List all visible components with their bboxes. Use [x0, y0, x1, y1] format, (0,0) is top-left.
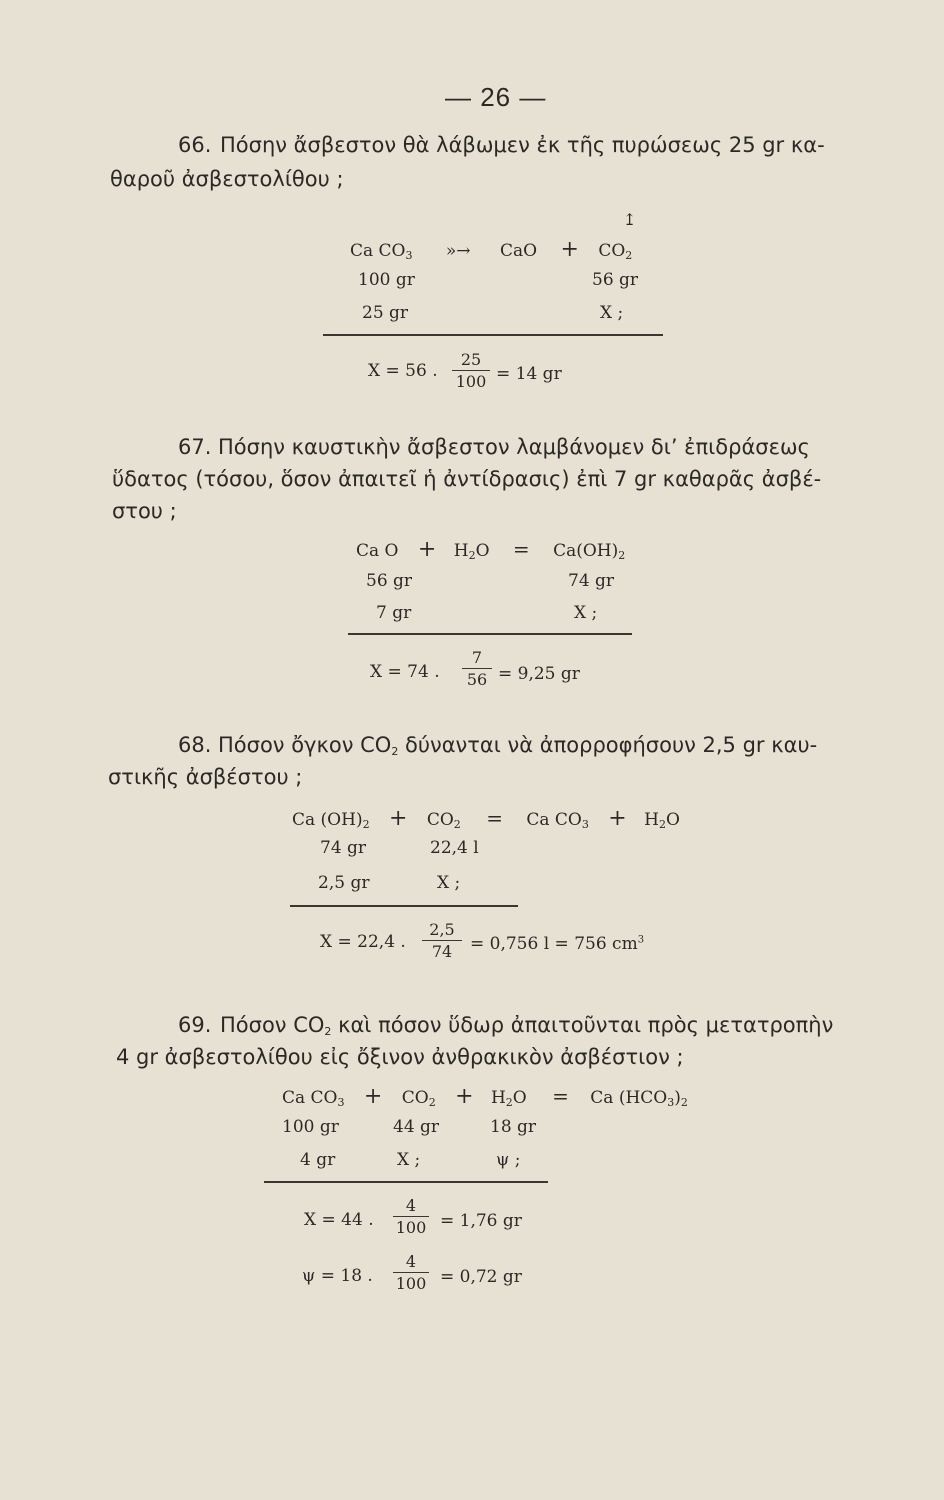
unknown-row: X ; — [600, 303, 624, 323]
given-masses: 100 gr — [282, 1117, 339, 1137]
result-rhs: = 1,76 gr — [440, 1211, 522, 1231]
given-masses: 18 gr — [490, 1117, 537, 1137]
given-masses: 100 gr — [358, 270, 415, 290]
result-lhs: X = 74 . — [370, 662, 440, 682]
question-text: Πόσον ὄγκον $CO_2$ δύνανται νὰ ἀπορροφήσουν 2,5 gr καυ- — [218, 733, 818, 758]
divider — [264, 1181, 548, 1183]
unknown-row: 4 gr — [300, 1150, 336, 1170]
gas-evolution-arrow-icon: ↥ — [623, 210, 637, 229]
result-lhs: X = 56 . — [368, 361, 438, 381]
unknown-row: X ; — [437, 873, 461, 893]
fraction: 4 100 — [393, 1196, 429, 1237]
fraction: 4 100 — [393, 1252, 429, 1293]
reaction-equation: Ca $CO_3 + CO_2 + H_2O = Ca$ $(HCO_3)_2$ — [282, 1084, 688, 1109]
divider — [348, 633, 632, 635]
reaction-equation: Ca $O + H_2O = Ca(OH)_2$ — [356, 537, 626, 562]
problem-number: 66. — [178, 133, 212, 157]
question-text: θαροῦ ἀσβεστολίθου ; — [110, 167, 344, 191]
unknown-row: ψ ; — [496, 1150, 521, 1170]
unknown-row: X ; — [574, 603, 598, 623]
question-text: Πόσην καυστικὴν ἄσβεστον λαμβάνομεν δι’ ἐπιδράσεως — [218, 435, 810, 459]
unknown-row: 2,5 gr — [318, 873, 370, 893]
unknown-row: 7 gr — [376, 603, 412, 623]
reaction-equation: Ca $CO_3$ »→ CaO + $CO_2$ — [350, 237, 633, 262]
given-masses: 74 gr — [568, 571, 615, 591]
result-rhs: = 0,756 l = 756 $cm^3$ — [470, 934, 645, 954]
question-text: ὕδατος (τόσου, ὅσον ἀπαιτεῖ ἡ ἀντίδρασις) ἐπὶ 7 gr καθαρᾶς ἀσβέ- — [112, 467, 822, 491]
result-lhs: X = 44 . — [304, 1210, 374, 1230]
page-number: — 26 — — [445, 82, 547, 112]
given-masses: 44 gr — [393, 1117, 440, 1137]
given-masses: 56 gr — [366, 571, 413, 591]
given-masses: 56 gr — [592, 270, 639, 290]
divider — [323, 334, 663, 336]
problem-number: 67. — [178, 435, 212, 459]
question-text: 4 gr ἀσβεστολίθου εἰς ὄξινον ἀνθρακικὸν ἀσβέστιον ; — [116, 1045, 684, 1069]
result-rhs: = 0,72 gr — [440, 1267, 522, 1287]
result-lhs: X = 22,4 . — [320, 932, 406, 952]
given-masses: 22,4 l — [430, 838, 479, 858]
question-text: στου ; — [112, 499, 177, 523]
unknown-row: 25 gr — [362, 303, 409, 323]
given-masses: 74 gr — [320, 838, 367, 858]
fraction: 2,5 74 — [422, 920, 462, 961]
question-text: Πόσον $CO_2$ καὶ πόσον ὕδωρ ἀπαιτοῦνται πρὸς μετατροπὴν — [220, 1013, 834, 1038]
unknown-row: X ; — [397, 1150, 421, 1170]
problem-number: 68. — [178, 733, 212, 757]
problem-number: 69. — [178, 1013, 212, 1037]
divider — [290, 905, 518, 907]
reaction-equation: Ca $(OH)_2 + CO_2 = Ca$ $CO_3 + H_2O$ — [292, 806, 680, 831]
question-text: στικῆς ἀσβέστου ; — [108, 765, 303, 789]
fraction: 7 56 — [462, 648, 492, 689]
result-rhs: = 14 gr — [496, 364, 562, 384]
result-lhs: ψ = 18 . — [302, 1266, 373, 1286]
fraction: 25 100 — [452, 350, 490, 391]
result-rhs: = 9,25 gr — [498, 664, 580, 684]
question-text: Πόσην ἄσβεστον θὰ λάβωμεν ἐκ τῆς πυρώσεως 25 gr κα- — [220, 133, 825, 157]
